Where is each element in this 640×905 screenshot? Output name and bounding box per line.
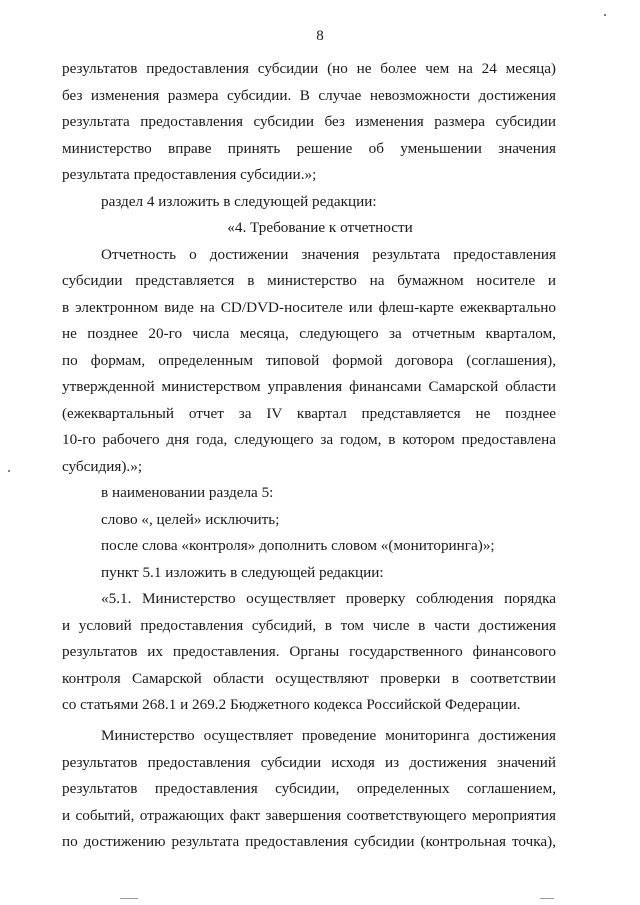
scan-speck <box>604 14 606 16</box>
text-line: Отчетность о достижении значения результата предоставления <box>101 246 556 263</box>
text-line: «5.1. Министерство осуществляет проверку соблюдения порядка <box>101 590 556 607</box>
text-line: результатов предоставления субсидии, определенных соглашением, <box>62 780 556 797</box>
text-line: результата предоставления субсидии без изменения размера субсидии <box>62 113 556 130</box>
text-line: субсидии представляется в министерство на бумажном носителе и <box>62 272 556 289</box>
text-line: после слова «контроля» дополнить словом «(мониторинга)»; <box>101 537 495 554</box>
text-line: результатов предоставления субсидии (но не более чем на 24 месяца) <box>62 60 556 77</box>
scan-speck <box>120 898 138 899</box>
text-line: 10-го рабочего дня года, следующего за годом, в котором предоставлена <box>62 431 556 448</box>
text-line: раздел 4 изложить в следующей редакции: <box>101 193 377 210</box>
text-line: в электронном виде на CD/DVD-носителе или флеш-карте ежеквартально <box>62 299 556 316</box>
page-number: 8 <box>316 28 324 44</box>
text-line: слово «, целей» исключить; <box>101 511 280 528</box>
text-line: утвержденной министерством управления финансами Самарской области <box>62 378 556 395</box>
text-line: по достижению результата предоставления субсидии (контрольная точка), <box>62 833 556 850</box>
text-line: Министерство осуществляет проведение мониторинга достижения <box>101 727 556 744</box>
text-line: по формам, определенным типовой формой договора (соглашения), <box>62 352 556 369</box>
text-line: результата предоставления субсидии.»; <box>62 166 317 183</box>
text-line: (ежеквартальный отчет за IV квартал представляется не позднее <box>62 405 556 422</box>
text-line: и событий, отражающих факт завершения соответствующего мероприятия <box>62 807 556 824</box>
text-line: контроля Самарской области осуществляют проверки в соответствии <box>62 670 556 687</box>
text-line: министерство вправе принять решение об уменьшении значения <box>62 140 556 157</box>
text-line: результатов предоставления субсидии исходя из достижения значений <box>62 754 556 771</box>
text-line: без изменения размера субсидии. В случае невозможности достижения <box>62 87 556 104</box>
scan-speck <box>540 898 554 899</box>
text-line: не позднее 20-го числа месяца, следующего за отчетным кварталом, <box>62 325 556 342</box>
text-line: со статьями 268.1 и 269.2 Бюджетного кодекса Российской Федерации. <box>62 696 521 713</box>
text-line: пункт 5.1 изложить в следующей редакции: <box>101 564 384 581</box>
section-heading: «4. Требование к отчетности <box>227 219 413 236</box>
scan-speck <box>8 470 10 472</box>
text-line: субсидия).»; <box>62 458 143 475</box>
text-line: в наименовании раздела 5: <box>101 484 274 501</box>
text-line: результатов их предоставления. Органы государственного финансового <box>62 643 556 660</box>
text-line: и условий предоставления субсидий, в том числе в части достижения <box>62 617 556 634</box>
